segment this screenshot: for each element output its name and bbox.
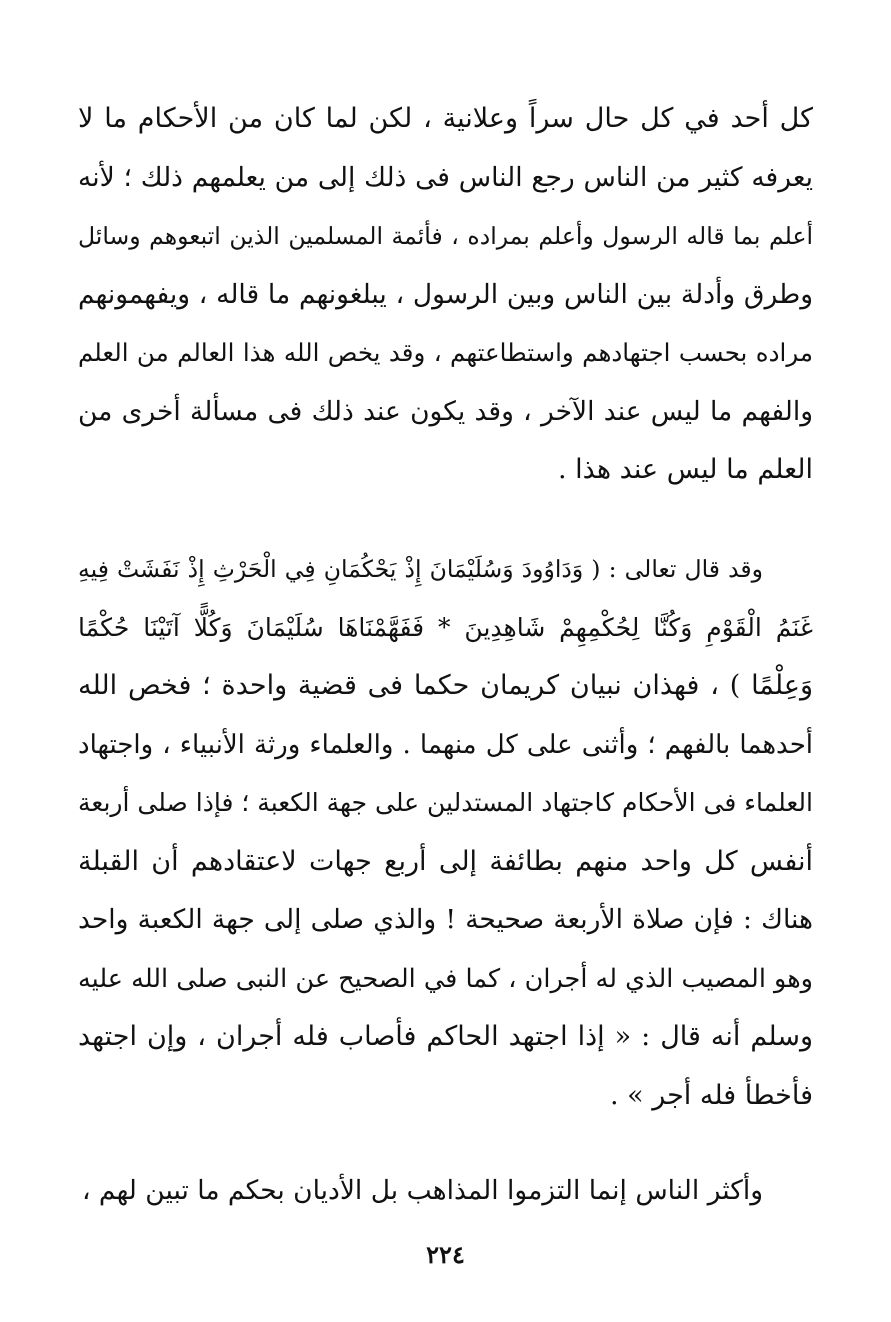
text-line: والفهم ما ليس عند الآخر ، وقد يكون عند ذلك فى مسألة أخرى من bbox=[78, 395, 813, 427]
text-line: أعلم بما قاله الرسول وأعلم بمراده ، فأئمة المسلمين الذين اتبعوهم وسائل bbox=[78, 222, 813, 250]
text-line: أنفس كل واحد منهم بطائفة إلى أربع جهات لاعتقادهم أن القبلة bbox=[78, 845, 813, 877]
paragraph-3 bbox=[78, 1162, 813, 1221]
paragraph-1 bbox=[78, 90, 813, 500]
quran-verse-line: غَنَمُ الْقَوْمِ وَكُنَّا لِحُكْمِهِمْ شَاهِدِينَ * فَفَهَّمْنَاهَا سُلَيْمَانَ وَكُلًّا آتَيْنَا حُكْمًا bbox=[78, 612, 813, 642]
text-line: مراده بحسب اجتهادهم واستطاعتهم ، وقد يخص الله هذا العالم من العلم bbox=[78, 338, 813, 367]
text-line: وهو المصيب الذي له أجران ، كما في الصحيح عن النبى صلى الله عليه bbox=[78, 963, 813, 994]
text-line: يعرفه كثير من الناس رجع الناس فى ذلك إلى من يعلمهم ذلك ؛ لأنه bbox=[78, 161, 813, 193]
paragraph-2 bbox=[78, 540, 813, 1125]
text-line: العلم ما ليس عند هذا . bbox=[558, 454, 813, 485]
text-line: أحدهما بالفهم ؛ وأثنى على كل منهما . والعلماء ورثة الأنبياء ، واجتهاد bbox=[78, 729, 813, 760]
text-line: العلماء فى الأحكام كاجتهاد المستدلين على جهة الكعبة ؛ فإذا صلى أربعة bbox=[78, 788, 813, 817]
text-line: فأخطأ فله أجر » . bbox=[609, 1079, 813, 1111]
text-line: هناك : فإن صلاة الأربعة صحيحة ! والذي صلى إلى جهة الكعبة واحد bbox=[78, 904, 813, 935]
text-line: وأكثر الناس إنما التزموا المذاهب بل الأديان بحكم ما تبين لهم ، bbox=[81, 1175, 763, 1206]
text-line: كل أحد في كل حال سراً وعلانية ، لكن لما كان من الأحكام ما لا bbox=[78, 103, 813, 134]
quran-verse-line: وقد قال تعالى : ( وَدَاوُودَ وَسُلَيْمَانَ إِذْ يَحْكُمَانِ فِي الْحَرْثِ إِذْ نَفَشَتْ فِيهِ bbox=[78, 555, 763, 583]
text-line: وَعِلْمًا ) ، فهذان نبيان كريمان حكما فى قضية واحدة ؛ فخص الله bbox=[78, 670, 813, 701]
text-line: وسلم أنه قال : « إذا اجتهد الحاكم فأصاب فله أجران ، وإن اجتهد bbox=[78, 1021, 813, 1052]
page-number: ٢٢٤ bbox=[426, 1240, 465, 1269]
text-line: وطرق وأدلة بين الناس وبين الرسول ، يبلغونهم ما قاله ، ويفهمونهم bbox=[78, 278, 813, 310]
